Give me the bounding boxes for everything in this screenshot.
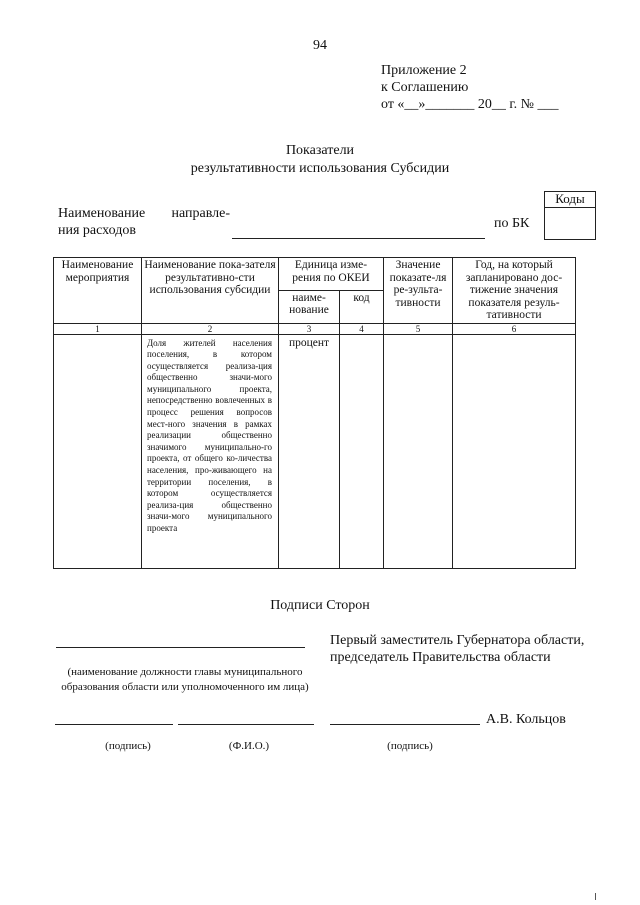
column-number: 4 [340,323,384,334]
header-unit-group: Единица изме-рения по ОКЕИ [279,258,384,291]
header-event: Наименование мероприятия [54,258,142,324]
codes-header: Коды [545,192,595,208]
margin-mark [595,893,596,900]
left-sign-line [55,724,173,725]
left-sign-caption: (подпись) [105,740,151,752]
indicators-table [53,257,576,569]
cell-event [54,334,142,568]
table-row [54,334,576,568]
signatures-title: Подписи Сторон [270,598,370,613]
cell-value [384,334,453,568]
header-year: Год, на который запланировано дос-тижение значения показателя резуль-тативности [453,258,576,324]
cell-year [453,334,576,568]
cell-indicator: Доля жителей населения поселения, в котором осуществляется реализа-ция общественно значи-мого муниципального проекта, непосредственно вовлеченных в процесс решения вопросов мест-ного значения в рамках реализации общественно значимого муниципально-го проекта, от общего ко-личества населения, про-живающего на территории поселения, в котором осуществляется реализа-ция общественно значи-мого муниципального проекта [142,334,279,568]
column-number: 6 [453,323,576,334]
left-fio-line [178,724,314,725]
table-header-row-1 [54,258,576,291]
expenses-blank-line [232,238,485,239]
column-number: 5 [384,323,453,334]
codes-box [544,191,596,240]
column-number: 3 [279,323,340,334]
appendix-line-1: Приложение 2 [381,63,467,78]
document-title [0,142,640,178]
header-indicator: Наименование пока-зателя результативно-сти использования субсидии [142,258,279,324]
column-number: 1 [54,323,142,334]
right-position: Первый заместитель Губернатора области, председатель Правительства области [330,633,585,665]
appendix-line-2: к Соглашению [381,80,469,95]
appendix-block [381,62,558,113]
title-line-1: Показатели [285,143,355,158]
expenses-label-line-1: Наименование направле- [58,206,230,221]
appendix-line-3: от «__»_______ 20__ г. № ___ [381,97,559,112]
expenses-label-line-2: ния расходов [58,223,136,238]
left-position-caption: (наименование должности главы муниципального образования области или уполномоченного им лица) [61,666,309,693]
header-unit-name: наиме-нование [279,290,340,323]
header-unit-code: код [340,290,384,323]
cell-unit-code [340,334,384,568]
column-number-row [54,323,576,334]
left-position-line [56,647,305,648]
right-name: А.В. Кольцов [486,712,566,727]
page-number: 94 [313,38,327,53]
title-line-2: результативности использования Субсидии [190,161,450,176]
right-sign-line [330,724,480,725]
bk-label: по БК [494,216,530,231]
header-value: Значение показате-ля ре-зульта-тивности [384,258,453,324]
column-number: 2 [142,323,279,334]
left-fio-caption: (Ф.И.О.) [228,740,270,752]
right-sign-caption: (подпись) [387,740,433,752]
cell-unit-name: процент [279,334,340,568]
